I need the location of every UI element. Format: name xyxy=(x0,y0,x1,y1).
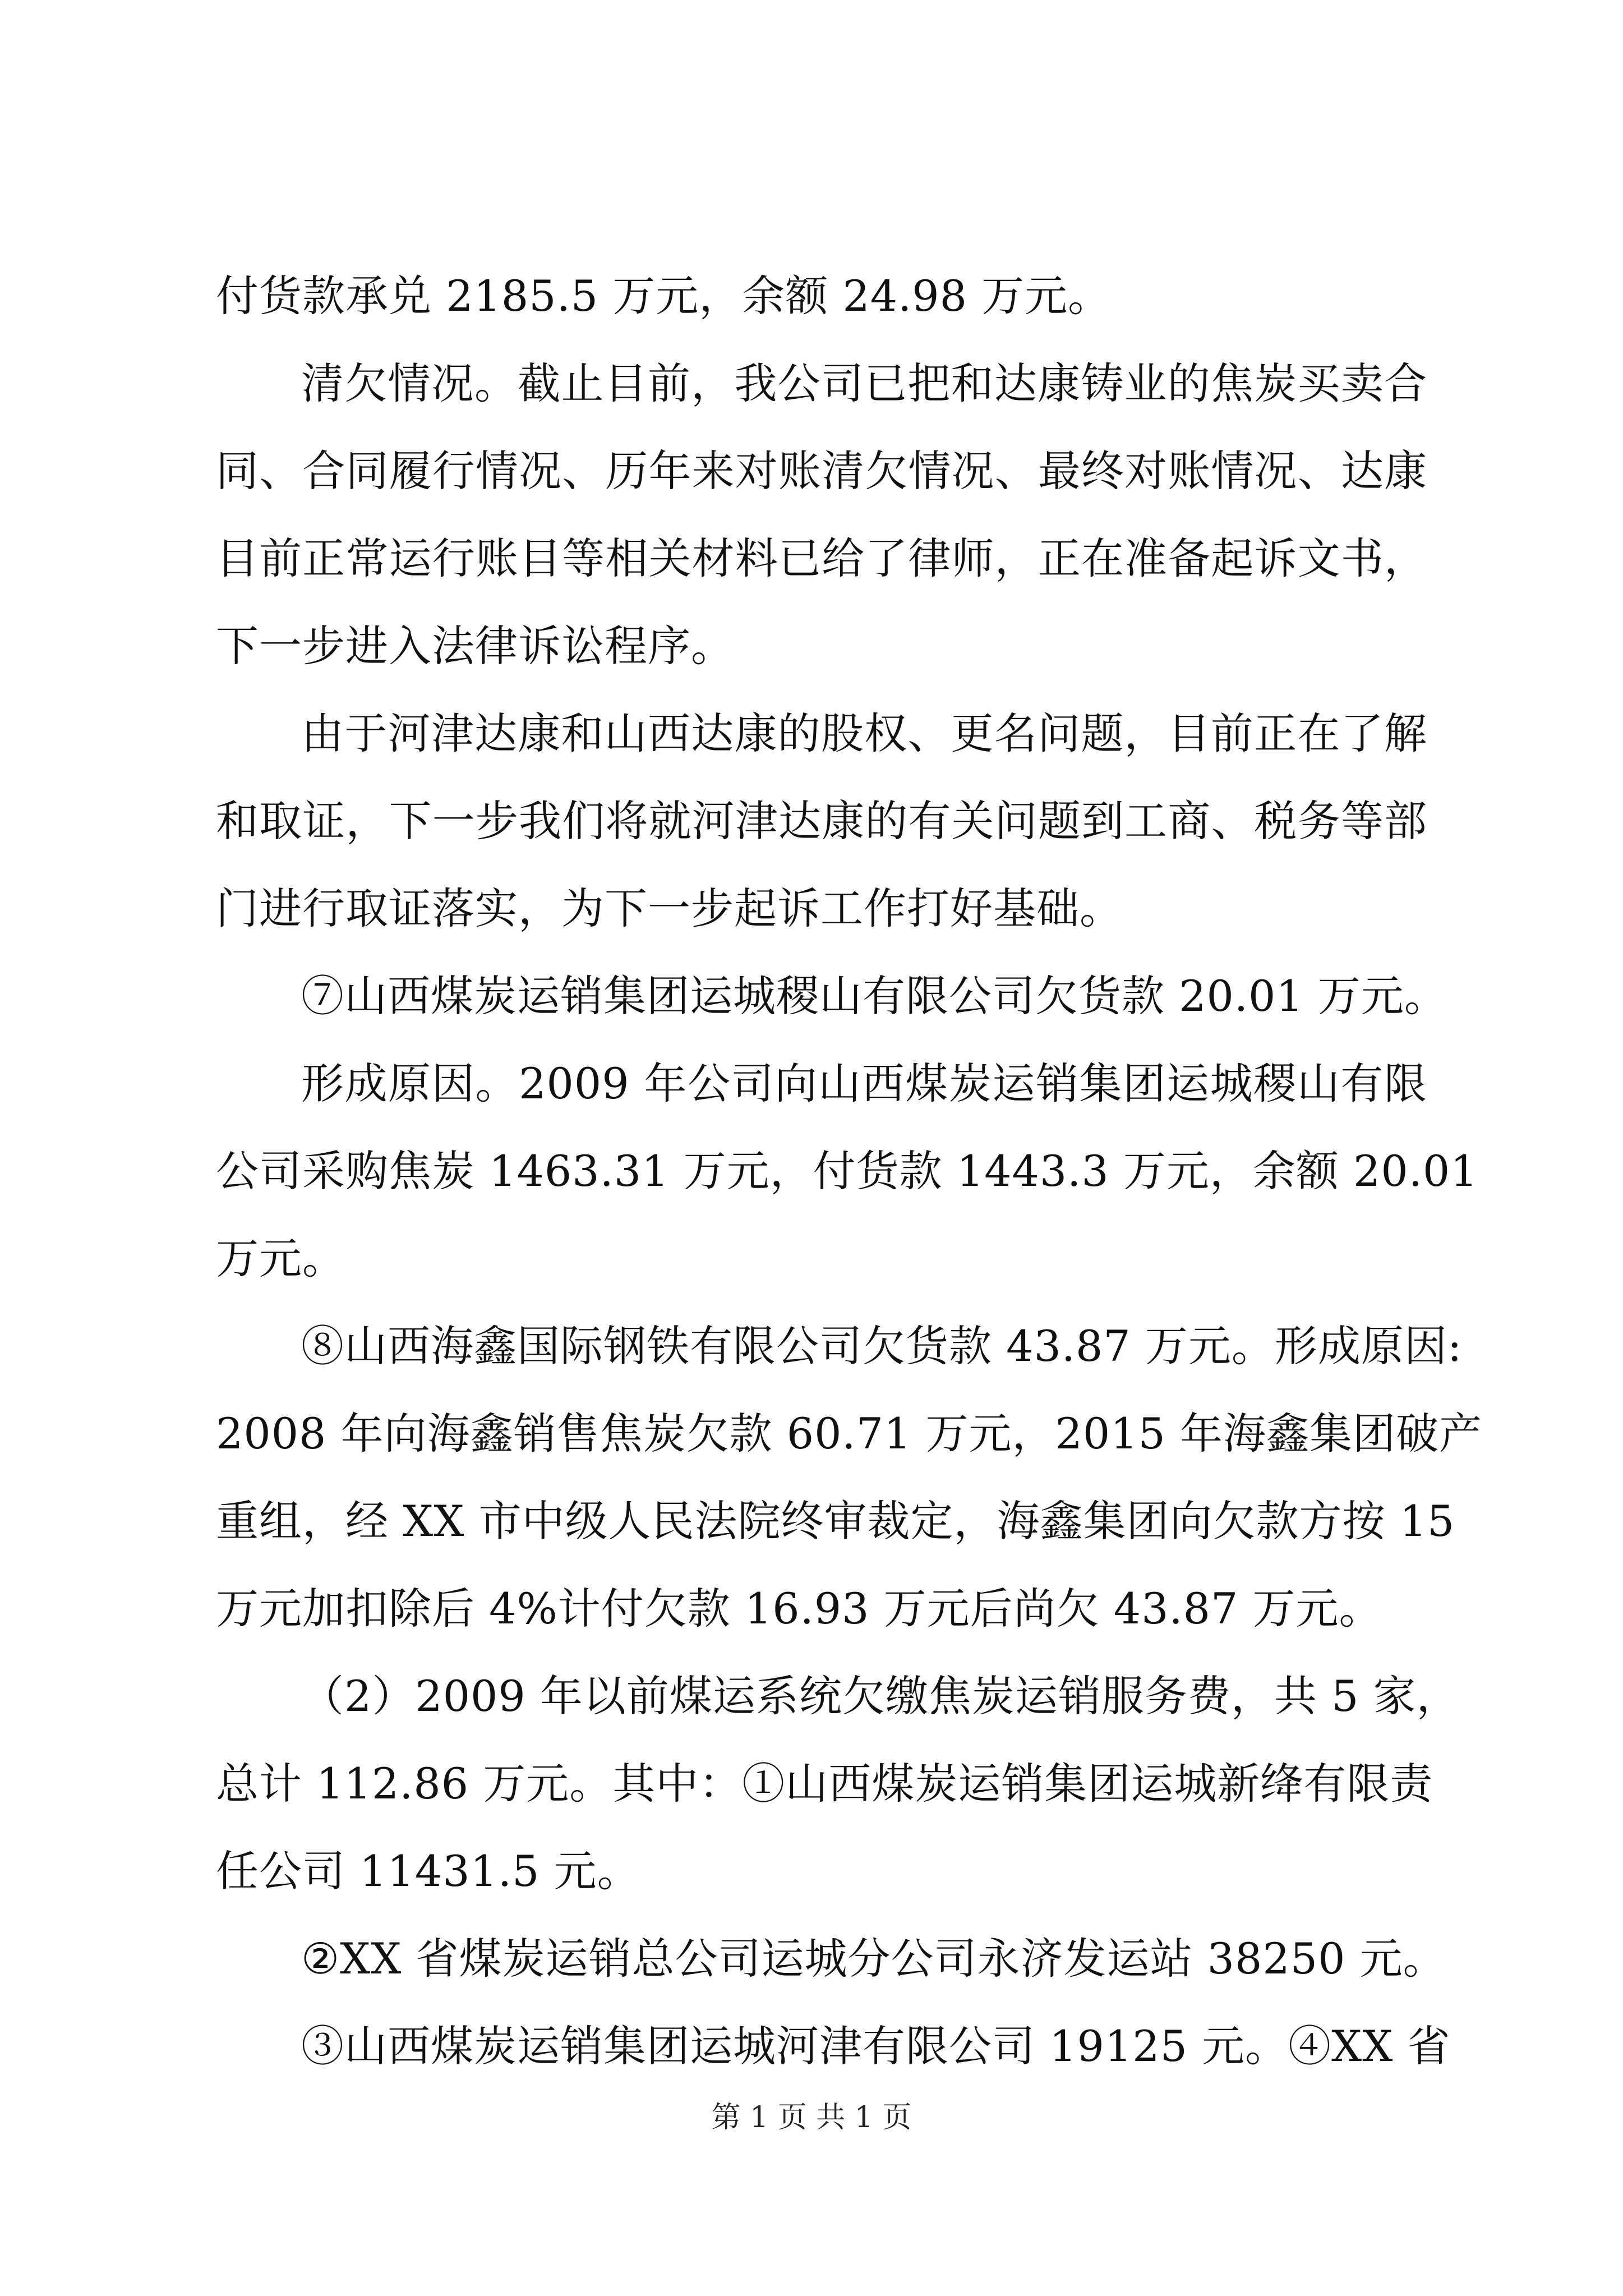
text-line: 任公司 11431.5 元。 xyxy=(216,1846,640,1896)
text-line: 同、合同履行情况、历年来对账清欠情况、最终对账情况、达康 xyxy=(216,446,1427,496)
text-line: ③山西煤炭运销集团运城河津有限公司 19125 元。④XX 省 xyxy=(301,2021,1451,2071)
text-line: 下一步进入法律诉讼程序。 xyxy=(216,621,734,671)
text-line: 总计 112.86 万元。其中：①山西煤炭运销集团运城新绛有限责 xyxy=(216,1759,1433,1809)
text-line: （2）2009 年以前煤运系统欠缴焦炭运销服务费，共 5 家， xyxy=(301,1671,1460,1721)
text-line: 2008 年向海鑫销售焦炭欠款 60.71 万元，2015 年海鑫集团破产 xyxy=(216,1409,1483,1458)
text-line: 目前正常运行账目等相关材料已给了律师，正在准备起诉文书， xyxy=(216,533,1427,583)
text-line: 付货款承兑 2185.5 万元，余额 24.98 万元。 xyxy=(216,271,1112,321)
text-line: 清欠情况。截止目前，我公司已把和达康铸业的焦炭买卖合 xyxy=(301,358,1427,408)
text-line: ⑧山西海鑫国际钢铁有限公司欠货款 43.87 万元。形成原因: xyxy=(301,1321,1463,1371)
text-line: 公司采购焦炭 1463.31 万元，付货款 1443.3 万元，余额 20.01 xyxy=(216,1146,1478,1196)
text-line: 和取证，下一步我们将就河津达康的有关问题到工商、税务等部 xyxy=(216,796,1427,846)
text-line: 万元。 xyxy=(216,1234,345,1283)
text-line: 由于河津达康和山西达康的股权、更名问题，目前正在了解 xyxy=(301,708,1427,758)
text-line: 万元加扣除后 4%计付欠款 16.93 万元后尚欠 43.87 万元。 xyxy=(216,1584,1382,1634)
text-line: ②XX 省煤炭运销总公司运城分公司永济发运站 38250 元。 xyxy=(301,1934,1446,1984)
text-line: 重组，经 XX 市中级人民法院终审裁定，海鑫集团向欠款方按 15 xyxy=(216,1496,1455,1546)
page-footer: 第 1 页 共 1 页 xyxy=(711,2101,912,2134)
text-line: ⑦山西煤炭运销集团运城稷山有限公司欠货款 20.01 万元。 xyxy=(301,971,1447,1021)
text-line: 形成原因。2009 年公司向山西煤炭运销集团运城稷山有限 xyxy=(301,1059,1427,1108)
text-line: 门进行取证落实，为下一步起诉工作打好基础。 xyxy=(216,884,1123,933)
